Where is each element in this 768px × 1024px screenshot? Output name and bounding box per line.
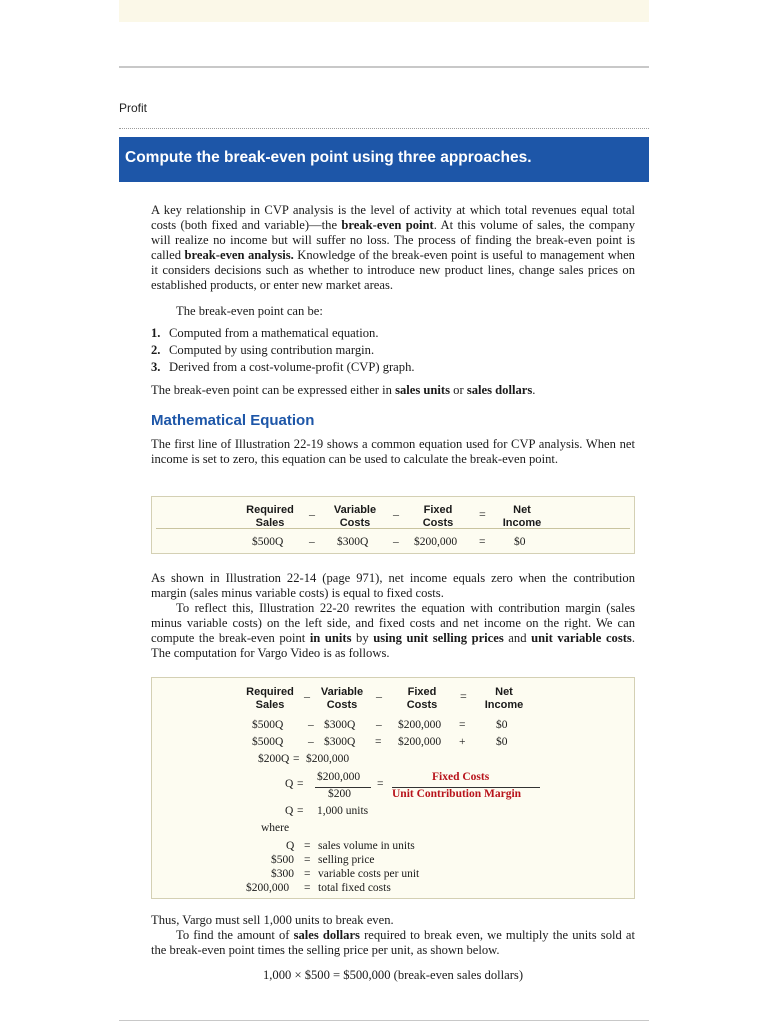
header-fixed-costs: Fixed Costs [422,504,454,529]
def-symbol: Q [286,840,295,852]
def-symbol: $300 [271,868,294,880]
r3-right: $200,000 [306,753,350,765]
op-equals: = [293,753,300,765]
r5-right: 1,000 units [317,805,369,817]
expr-text: or [450,383,467,397]
header-required-sales: Required Sales [246,686,294,711]
r2-sales: $500Q [252,736,284,748]
op-minus: – [393,507,399,521]
intro-text-3: Knowledge of the break-even point is useful to management when it considers decisions such as whether to introduce new product lines, change sales prices on established products, or enter new market areas. [151,248,635,292]
formula-fixed-costs: Fixed Costs [432,771,490,783]
op-minus: – [304,689,310,703]
op-minus: – [308,719,314,731]
op-equals: = [479,507,486,521]
op-minus: – [376,689,382,703]
expression-paragraph [151,383,635,398]
expr-text: The break-even point can be expressed either in [151,383,396,397]
list-number: 2. [151,343,161,357]
formula-unit-contribution-margin: Unit Contribution Margin [392,788,522,800]
op-equals: = [460,689,467,703]
op-equals: = [304,868,311,880]
q-symbol: Q [285,805,294,817]
list-text: Computed from a mathematical equation. [169,326,379,340]
term-sales-dollars: sales dollars [466,383,533,397]
learning-objective-banner [119,137,649,182]
def-desc: total fixed costs [318,882,391,894]
r2-fixed: $200,000 [398,736,442,748]
term-in-units: in units [309,631,352,645]
list-text: Computed by using contribution margin. [169,343,375,357]
intro-text-1: A key relationship in CVP analysis is the level of activity at which total revenues equal total costs (both fixed and variable)—the [151,203,635,232]
op-equals: = [304,882,311,894]
approach-list [151,325,415,376]
math-paragraph: The first line of Illustration 22-19 shows a common equation used for CVP analysis. When net income is set to zero, this equation can be used to calculate the break-even point. [151,437,635,466]
op-equals: = [297,778,304,790]
header-net-income: Net Income [484,686,524,711]
op-equals: = [479,536,486,548]
fraction-denominator: $200 [328,788,351,800]
term-sales-dollars: sales dollars [293,928,360,942]
r1-fixed: $200,000 [398,719,442,731]
value-sales: $500Q [252,536,284,548]
op-minus: – [309,507,315,521]
r3-left: $200Q [258,753,290,765]
header-fixed-costs: Fixed Costs [406,686,438,711]
header-rule [156,528,630,529]
term-sales-units: sales units [395,383,451,397]
r2-net-income: $0 [496,736,508,748]
break-even-formula: 1,000 × $500 = $500,000 (break-even sales dollars) [262,968,524,982]
def-desc: selling price [318,854,375,866]
op-equals: = [459,719,466,731]
header-variable-costs: Variable Costs [320,686,364,711]
r1-sales: $500Q [252,719,284,731]
op-minus: – [309,536,315,548]
top-divider [119,66,649,68]
q-symbol: Q [285,778,294,790]
equation-box-1 [151,496,635,554]
expr-text: . [532,383,536,397]
paragraph-2b: To reflect this, Illustration 22-20 rewrites the equation with contribution margin (sales minus variable costs) on the left side, and fixed costs and net income on the right. We can compute the break-even point in units by using unit selling prices and unit variable costs. The computation for Vargo Video is as follows. [151,601,635,660]
footer-divider [119,1020,649,1021]
op-equals: = [304,854,311,866]
op-equals: = [304,840,311,852]
op-plus: + [459,736,466,748]
section-heading: Mathematical Equation [151,412,315,429]
list-item [151,359,415,376]
header-variable-costs: Variable Costs [333,504,377,529]
header-required-sales: Required Sales [246,504,294,529]
def-desc: variable costs per unit [318,868,420,880]
intro-text-2: . At this volume of sales, the company will realize no income but will suffer no loss. The process of finding the break-even point is called [151,218,635,262]
list-item [151,342,415,359]
def-desc: sales volume in units [318,840,415,852]
term-unit-selling-prices: using unit selling prices [373,631,504,645]
value-fixed: $200,000 [414,536,458,548]
fraction-numerator: $200,000 [317,771,361,783]
dotted-divider [119,128,649,129]
op-equals: = [377,778,384,790]
op-minus: – [308,736,314,748]
op-equals: = [375,736,382,748]
r1-net-income: $0 [496,719,508,731]
section-label: Profit [119,101,148,115]
value-net-income: $0 [514,536,526,548]
def-symbol: $500 [271,854,294,866]
op-minus: – [376,719,382,731]
r1-variable: $300Q [324,719,356,731]
header-net-income: Net Income [502,504,542,529]
list-number: 1. [151,326,161,340]
closing-paragraph-2: To find the amount of sales dollars required to break even, we multiply the units sold at the break-even point times the selling price per unit, as shown below. [151,928,635,957]
list-text: Derived from a cost-volume-profit (CVP) graph. [169,360,415,374]
intro-paragraph [151,203,635,293]
op-equals: = [297,805,304,817]
term-unit-variable-costs: unit variable costs [531,631,632,645]
list-item [151,325,415,342]
top-band [119,0,649,22]
def-symbol: $200,000 [246,882,290,894]
objective-text: Compute the break-even point using three approaches. [125,149,532,166]
term-break-even-analysis: break-even analysis. [184,248,294,262]
list-number: 3. [151,360,161,374]
closing-paragraph-1: Thus, Vargo must sell 1,000 units to break even. [151,913,394,927]
paragraph-2a: As shown in Illustration 22-14 (page 971), net income equals zero when the contribution margin (sales minus variable costs) is equal to fixed costs. [151,571,635,600]
op-minus: – [393,536,399,548]
r2-variable: $300Q [324,736,356,748]
term-break-even-point: break-even point [341,218,434,232]
where-label: where [261,822,290,834]
intro-paragraph-2: The break-even point can be: [176,304,323,318]
value-variable: $300Q [337,536,369,548]
equation-box-2 [151,677,635,899]
